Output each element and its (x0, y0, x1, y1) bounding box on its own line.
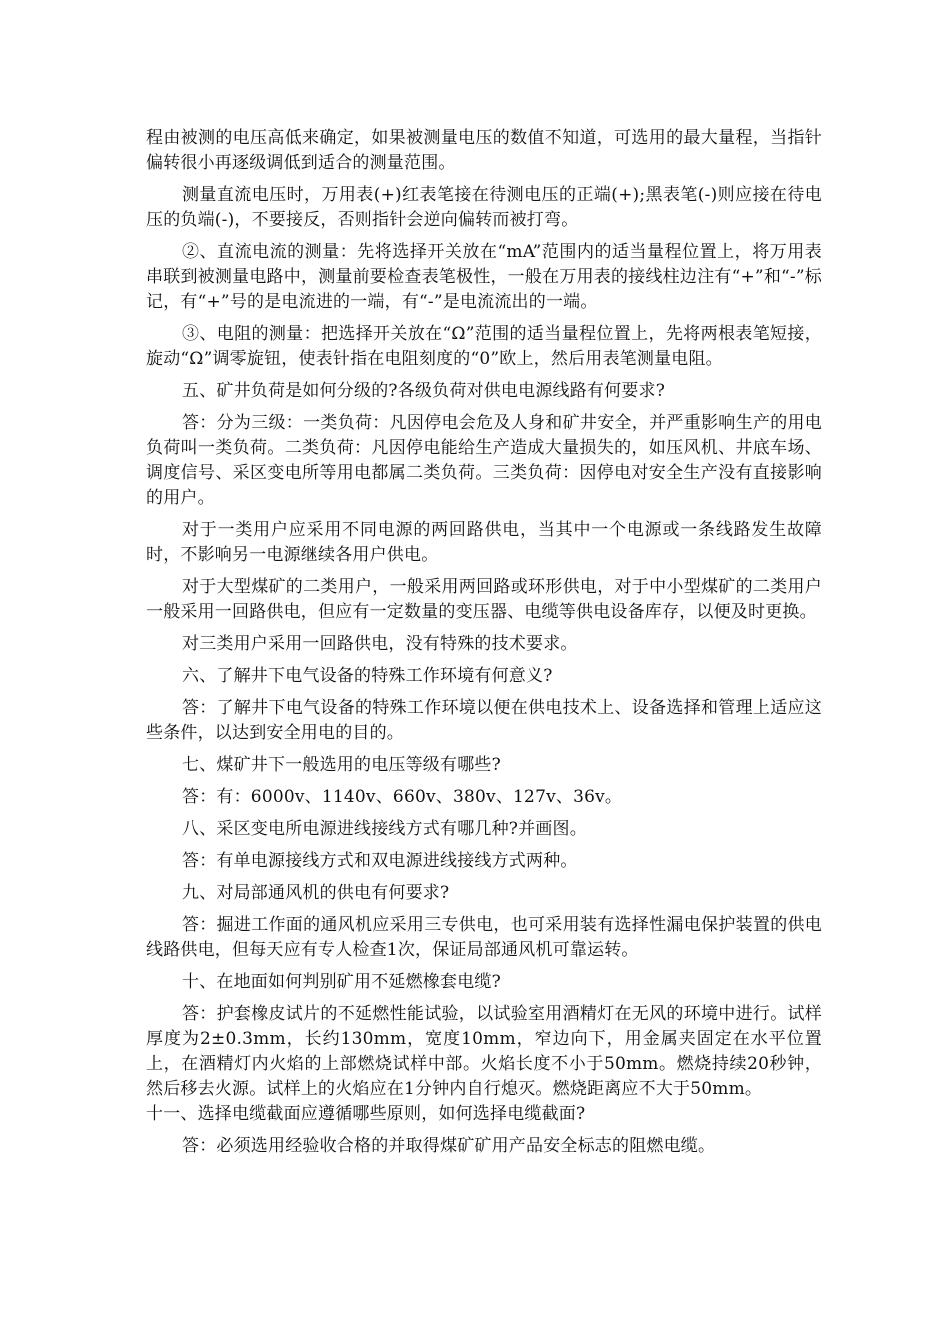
paragraph: 对于大型煤矿的二类用户，一般采用两回路或环形供电，对于中小型煤矿的二类用户一般采用一回路供电，但应有一定数量的变压器、电缆等供电设备库存，以便及时更换。 (146, 577, 822, 622)
question-heading: 五、矿井负荷是如何分级的?各级负荷对供电电源线路有何要求? (182, 381, 666, 401)
answer-paragraph: 答：分为三级：一类负荷：凡因停电会危及人身和矿井安全，并严重影响生产的用电负荷叫一类负荷。二类负荷：凡因停电能给生产造成大量损失的，如压风机、井底车场、调度信号、采区变电所等用电都属二类负荷。三类负荷：因停电对安全生产没有直接影响的用户。 (146, 413, 822, 508)
question-heading: 十一、选择电缆截面应遵循哪些原则，如何选择电缆截面? (146, 1104, 586, 1124)
question-heading: 八、采区变电所电源进线接线方式有哪几种?并画图。 (182, 819, 587, 839)
question-heading: 十、在地面如何判别矿用不延燃橡套电缆? (182, 972, 501, 992)
question-heading: 六、了解井下电气设备的特殊工作环境有何意义? (182, 666, 553, 686)
paragraph: 对于一类用户应采用不同电源的两回路供电，当其中一个电源或一条线路发生故障时，不影响另一电源继续各用户供电。 (146, 520, 822, 565)
answer-paragraph: 答：了解井下电气设备的特殊工作环境以便在供电技术上、设备选择和管理上适应这些条件，以达到安全用电的目的。 (146, 698, 822, 743)
paragraph: 测量直流电压时，万用表(+)红表笔接在待测电压的正端(+);黑表笔(-)则应接在待电压的负端(-)，不要接反，否则指针会逆向偏转而被打弯。 (146, 185, 822, 230)
question-heading: 七、煤矿井下一般选用的电压等级有哪些? (182, 755, 501, 775)
answer-paragraph: 答：有单电源接线方式和双电源进线接线方式两种。 (182, 851, 578, 871)
paragraph: 程由被测的电压高低来确定，如果被测量电压的数值不知道，可选用的最大量程，当指针偏转很小再逐级调低到适合的测量范围。 (146, 128, 822, 173)
paragraph: 对三类用户采用一回路供电，没有特殊的技术要求。 (182, 634, 578, 654)
answer-paragraph: 答：有：6000v、1140v、660v、380v、127v、36v。 (182, 787, 623, 807)
answer-paragraph: 答：必须选用经验收合格的并取得煤矿矿用产品安全标志的阻燃电缆。 (182, 1136, 716, 1156)
answer-paragraph: 答：护套橡皮试片的不延燃性能试验，以试验室用酒精灯在无风的环境中进行。试样厚度为2±0.3mm，长约130mm，宽度10mm，窄边向下，用金属夹固定在水平位置上，在酒精灯内火焰的上部燃烧试样中部。火焰长度不小于50mm。燃烧持续20秒钟，然后移去火源。试样上的火焰应在1分钟内自行熄灭。燃烧距离应不大于50mm。 (146, 1004, 822, 1099)
question-heading: 九、对局部通风机的供电有何要求? (182, 883, 450, 903)
answer-paragraph: 答：掘进工作面的通风机应采用三专供电，也可采用装有选择性漏电保护装置的供电线路供电，但每天应有专人检查1次，保证局部通风机可靠运转。 (146, 915, 822, 960)
paragraph: ②、直流电流的测量：先将选择开关放在“mA”范围内的适当量程位置上，将万用表串联到被测量电路中，测量前要检查表笔极性，一般在万用表的接线柱边注有“+”和“-”标记，有“+”号的是电流进的一端，有“-”是电流流出的一端。 (146, 242, 822, 312)
document-body (146, 126, 822, 1166)
paragraph: ③、电阻的测量：把选择开关放在“Ω”范围的适当量程位置上，先将两根表笔短接，旋动“Ω”调零旋钮，使表针指在电阻刻度的“0”欧上，然后用表笔测量电阻。 (146, 324, 822, 369)
